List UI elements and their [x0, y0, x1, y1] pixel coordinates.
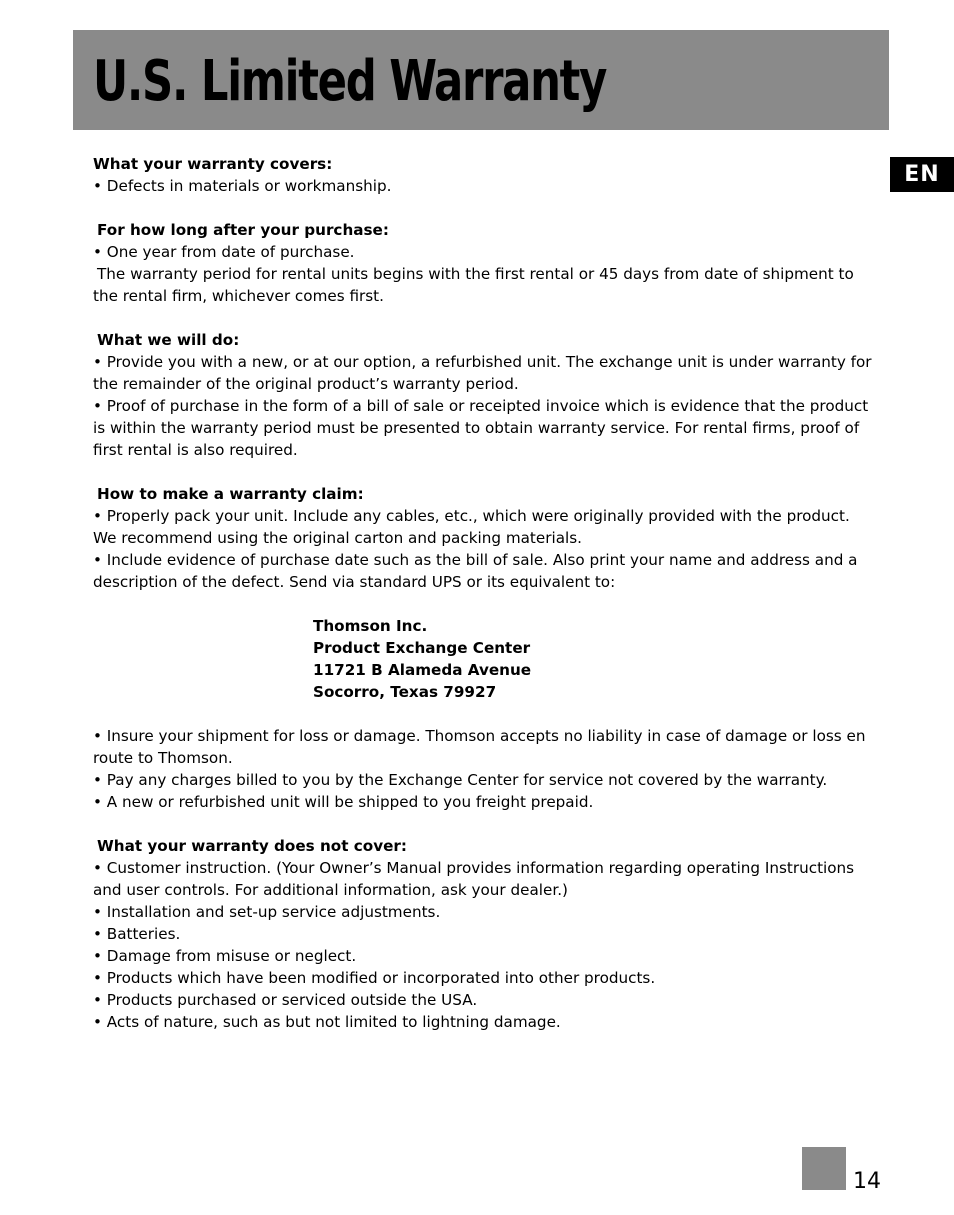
claim-after-item: • Pay any charges billed to you by the Exchange Center for service not covered by the warranty.: [93, 771, 828, 789]
page-title: U.S. Limited Warranty: [93, 49, 607, 114]
section-heading-claim: How to make a warranty claim:: [97, 485, 364, 503]
address-line-center: Product Exchange Center: [313, 639, 531, 657]
section-heading-not-covered: What your warranty does not cover:: [97, 837, 407, 855]
claim-item: • Include evidence of purchase date such as the bill of sale. Also print your name and address and a description of the defect. Send via standard UPS or its equivalent to:: [93, 551, 858, 591]
not-covered-item: • Products which have been modified or incorporated into other products.: [93, 969, 656, 987]
not-covered-item: • Batteries.: [93, 925, 181, 943]
exchange-center-address: [93, 615, 875, 703]
what-we-do-item: • Provide you with a new, or at our option, a refurbished unit. The exchange unit is under warranty for the remainder of the original product’s warranty period.: [93, 353, 872, 393]
warranty-content: [93, 153, 875, 1033]
duration-item: • One year from date of purchase.: [93, 243, 355, 261]
not-covered-item: • Damage from misuse or neglect.: [93, 947, 357, 965]
claim-after-item: • A new or refurbished unit will be shipped to you freight prepaid.: [93, 793, 594, 811]
section-heading-duration: For how long after your purchase:: [97, 221, 389, 239]
claim-item: • Properly pack your unit. Include any cables, etc., which were originally provided with the product. We recommend using the original carton and packing materials.: [93, 507, 850, 547]
what-we-do-item: • Proof of purchase in the form of a bill of sale or receipted invoice which is evidence that the product is within the warranty period must be presented to obtain warranty service. For rental firms, proof of first rental is also required.: [93, 397, 869, 459]
page-number: 14: [853, 1169, 881, 1194]
not-covered-item: • Customer instruction. (Your Owner’s Manual provides information regarding operating Instructions and user controls. For additional information, ask your dealer.): [93, 859, 855, 899]
language-tab: EN: [890, 157, 954, 192]
not-covered-item: • Installation and set-up service adjustments.: [93, 903, 441, 921]
covers-item: • Defects in materials or workmanship.: [93, 177, 392, 195]
title-banner: [73, 30, 889, 130]
duration-rental-note: The warranty period for rental units begins with the first rental or 45 days from date of shipment to the rental firm, whichever comes first.: [93, 265, 854, 305]
section-heading-what-we-do: What we will do:: [97, 331, 240, 349]
claim-after-item: • Insure your shipment for loss or damage. Thomson accepts no liability in case of damage or loss en route to Thomson.: [93, 727, 866, 767]
page-marker-box: [802, 1147, 846, 1190]
not-covered-item: • Products purchased or serviced outside the USA.: [93, 991, 478, 1009]
address-line-city: Socorro, Texas 79927: [313, 683, 497, 701]
address-line-street: 11721 B Alameda Avenue: [313, 661, 532, 679]
address-line-company: Thomson Inc.: [313, 617, 428, 635]
section-heading-covers: What your warranty covers:: [93, 155, 333, 173]
not-covered-item: • Acts of nature, such as but not limited to lightning damage.: [93, 1013, 561, 1031]
